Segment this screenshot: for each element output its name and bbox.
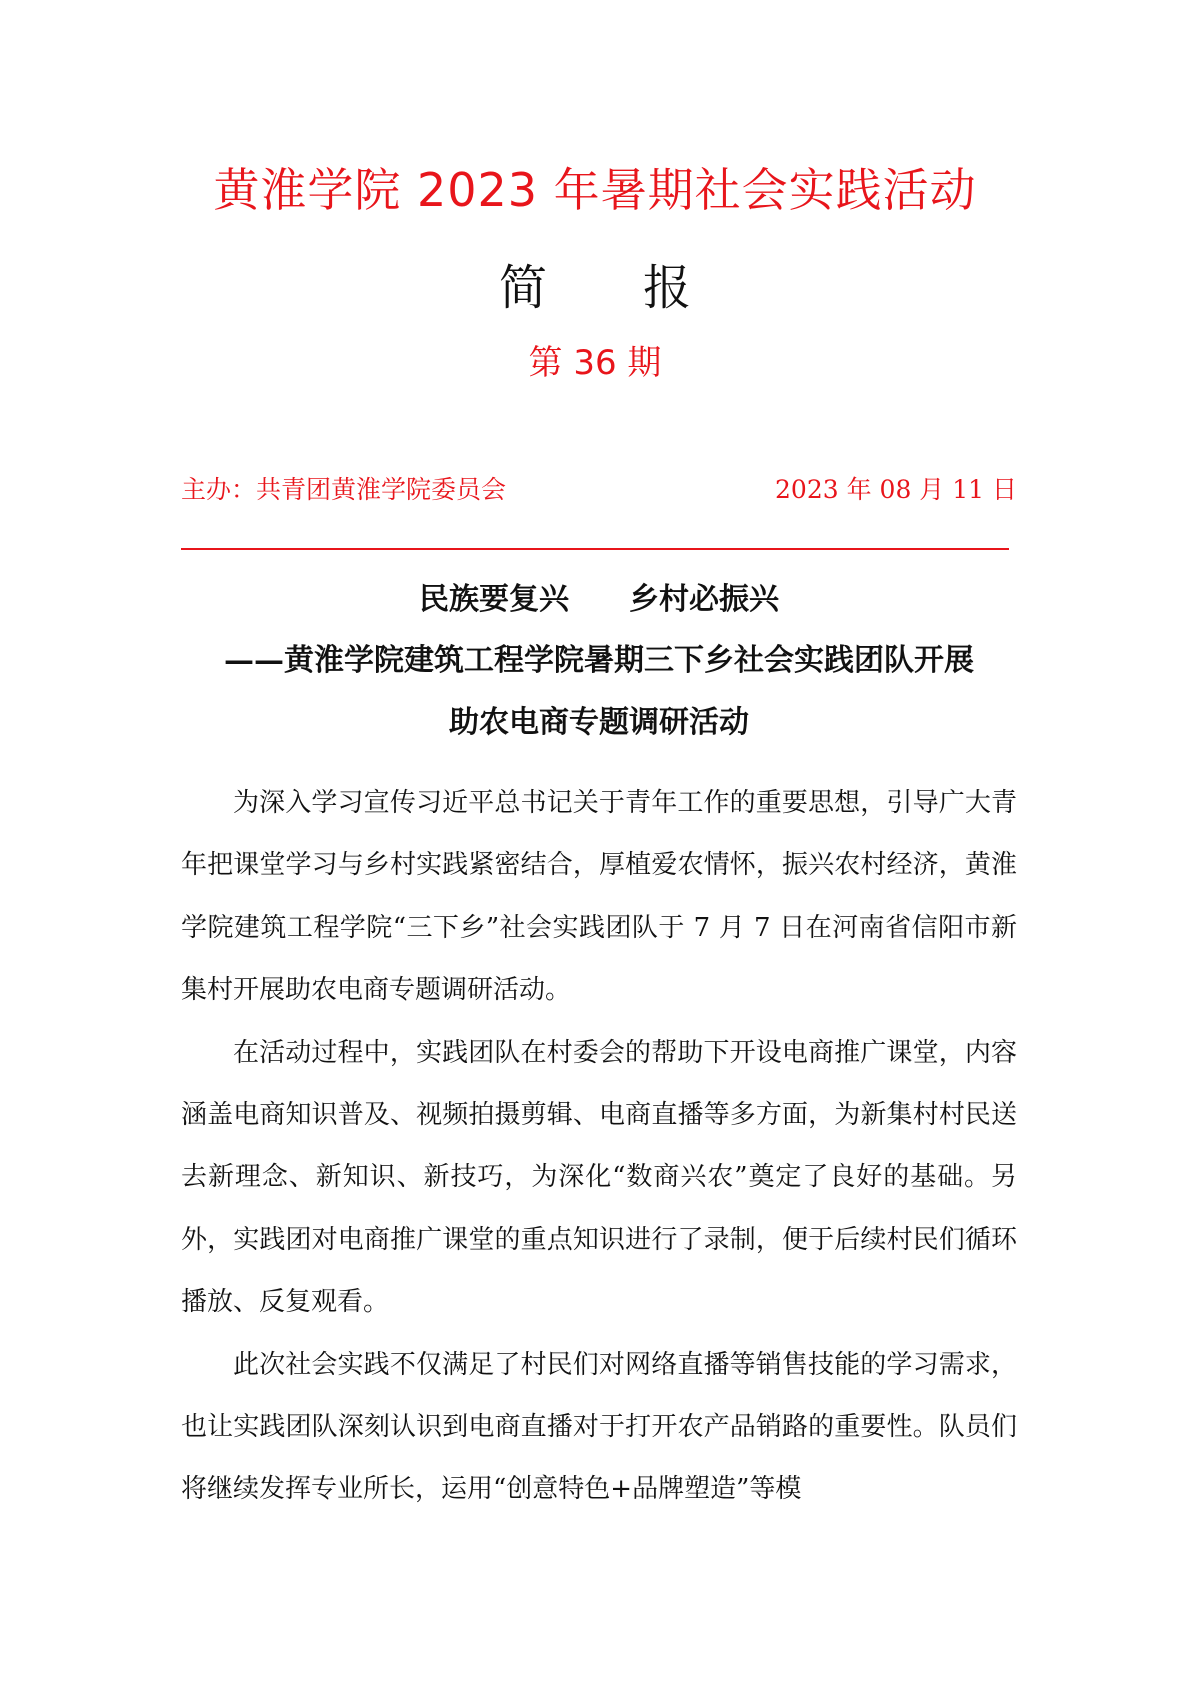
- issue-number: 第 36 期: [528, 343, 662, 383]
- host-date-line: [181, 472, 1017, 508]
- publish-date: 2023 年 08 月 11 日: [775, 475, 1017, 504]
- red-divider-line: [181, 548, 1009, 550]
- body-paragraph-3: 此次社会实践不仅满足了村民们对网络直播等销售技能的学习需求，也让实践团队深刻认识到电商直播对于打开农产品销路的重要性。队员们将继续发挥专业所长，运用“创意特色+品牌塑造”等模: [181, 1349, 1017, 1505]
- bulletin-main-title: 黄淮学院 2023 年暑期社会实践活动: [213, 163, 977, 217]
- bulletin-sub-title: 简 报: [498, 260, 691, 316]
- host-organization: 主办：共青团黄淮学院委员会: [181, 475, 507, 504]
- article-title-line-2: ——黄淮学院建筑工程学院暑期三下乡社会实践团队开展: [224, 643, 974, 678]
- article-title-line-1: 民族要复兴 乡村必振兴: [419, 582, 779, 617]
- article-title-line-3: 助农电商专题调研活动: [449, 705, 749, 740]
- article-body: [181, 772, 1017, 1521]
- body-paragraph-1: 为深入学习宣传习近平总书记关于青年工作的重要思想，引导广大青年把课堂学习与乡村实践紧密结合，厚植爱农情怀，振兴农村经济，黄淮学院建筑工程学院“三下乡”社会实践团队于 7 月 7 日在河南省信阳市新集村开展助农电商专题调研活动。: [181, 788, 1017, 1006]
- body-paragraph-2: 在活动过程中，实践团队在村委会的帮助下开设电商推广课堂，内容涵盖电商知识普及、视频拍摄剪辑、电商直播等多方面，为新集村村民送去新理念、新知识、新技巧，为深化“数商兴农”奠定了良好的基础。另外，实践团对电商推广课堂的重点知识进行了录制，便于后续村民们循环播放、反复观看。: [181, 1037, 1017, 1318]
